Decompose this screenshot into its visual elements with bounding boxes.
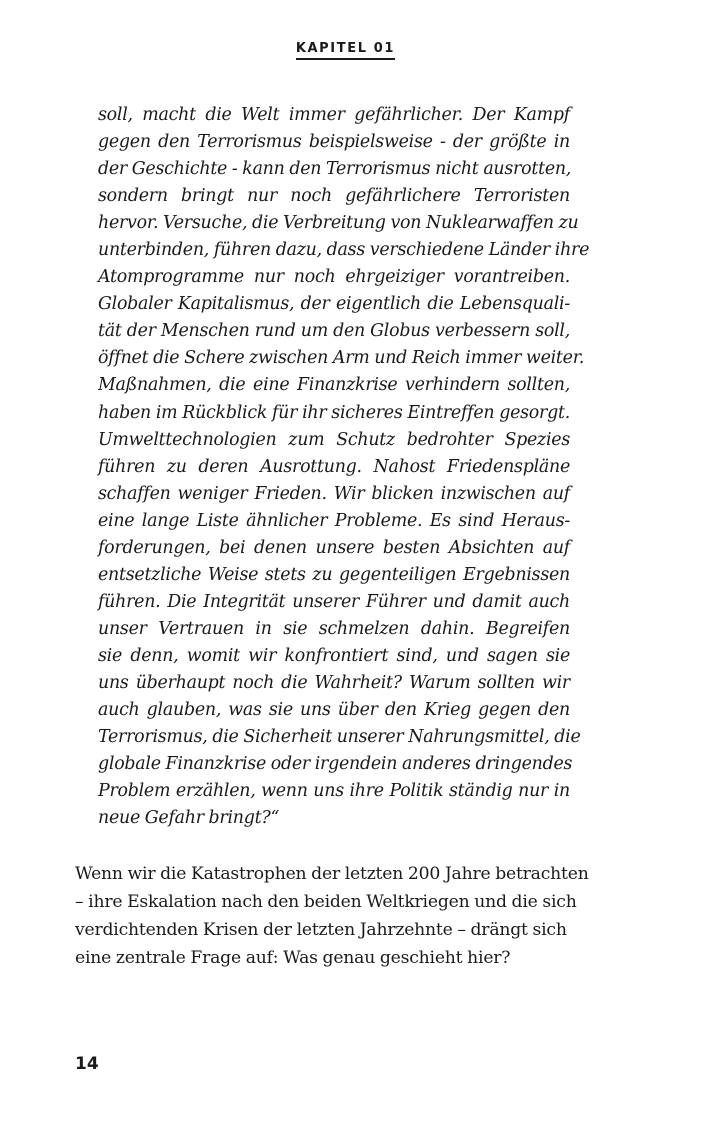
quote-line: hervor. Versuche, die Verbreitung von Nuklearwaffen zu [98, 213, 579, 234]
quote-line: entsetzliche Weise stets zu gegenteiligen Ergebnissen [98, 564, 570, 585]
chapter-heading: KAPITEL 01 [296, 40, 395, 60]
quote-line: Umwelttechnologien zum Schutz bedrohter Spezies [98, 429, 570, 450]
quote-line: sie denn, womit wir konfrontiert sind, und sagen sie [98, 645, 570, 666]
quote-line: neue Gefahr bringt?“ [98, 808, 280, 829]
quote-line: uns überhaupt noch die Wahrheit? Warum sollten wir [98, 672, 570, 693]
quote-line: Problem erzählen, wenn uns ihre Politik ständig nur in [98, 781, 570, 802]
quote-line: auch glauben, was sie uns über den Krieg gegen den [98, 700, 570, 721]
quote-line: führen zu deren Ausrottung. Nahost Friedenspläne [98, 456, 570, 477]
page-number: 14 [75, 1054, 99, 1074]
quote-line: Maßnahmen, die eine Finanzkrise verhindern sollten, [98, 375, 570, 396]
quote-line: Atomprogramme nur noch ehrgeiziger vorantreiben. [98, 267, 570, 288]
quote-line: tät der Menschen rund um den Globus verbessern soll, [98, 321, 570, 342]
quote-line: Terrorismus, die Sicherheit unserer Nahrungsmittel, die [98, 727, 581, 748]
quote-line: unterbinden, führen dazu, dass verschiedene Länder ihre [98, 240, 590, 261]
quote-line: soll, macht die Welt immer gefährlicher. Der Kampf [98, 105, 570, 125]
body-paragraph: Wenn wir die Katastrophen der letzten 200 Jahre betrachten – ihre Eskalation nach den beiden Weltkriegen und die sich verdichtenden Krisen der letzten Jahrzehnte – drängt sich eine zentrale Frage auf: Was genau geschieht hier? [75, 864, 589, 969]
quote-line: öffnet die Schere zwischen Arm und Reich immer weiter. [98, 348, 585, 369]
quote-line: gegen den Terrorismus beispielsweise - der größte in [98, 132, 570, 153]
quote-line: der Geschichte - kann den Terrorismus nicht ausrotten, [98, 159, 572, 180]
quote-line: schaffen weniger Frieden. Wir blicken inzwischen auf [98, 483, 570, 504]
quote-line: forderungen, bei denen unsere besten Absichten auf [98, 537, 570, 558]
quote-line: sondern bringt nur noch gefährlichere Terroristen [98, 186, 570, 207]
quote-line: haben im Rückblick für ihr sicheres Eintreffen gesorgt. [98, 402, 570, 423]
quote-line: eine lange Liste ähnlicher Probleme. Es sind Heraus- [98, 510, 570, 531]
quote-line: globale Finanzkrise oder irgendein anderes dringendes [98, 754, 573, 775]
quote-line: unser Vertrauen in sie schmelzen dahin. Begreifen [98, 618, 570, 639]
block-quote [98, 102, 590, 832]
quote-line: führen. Die Integrität unserer Führer und damit auch [98, 591, 570, 612]
quote-line: Globaler Kapitalismus, der eigentlich die Lebensquali- [98, 294, 570, 315]
